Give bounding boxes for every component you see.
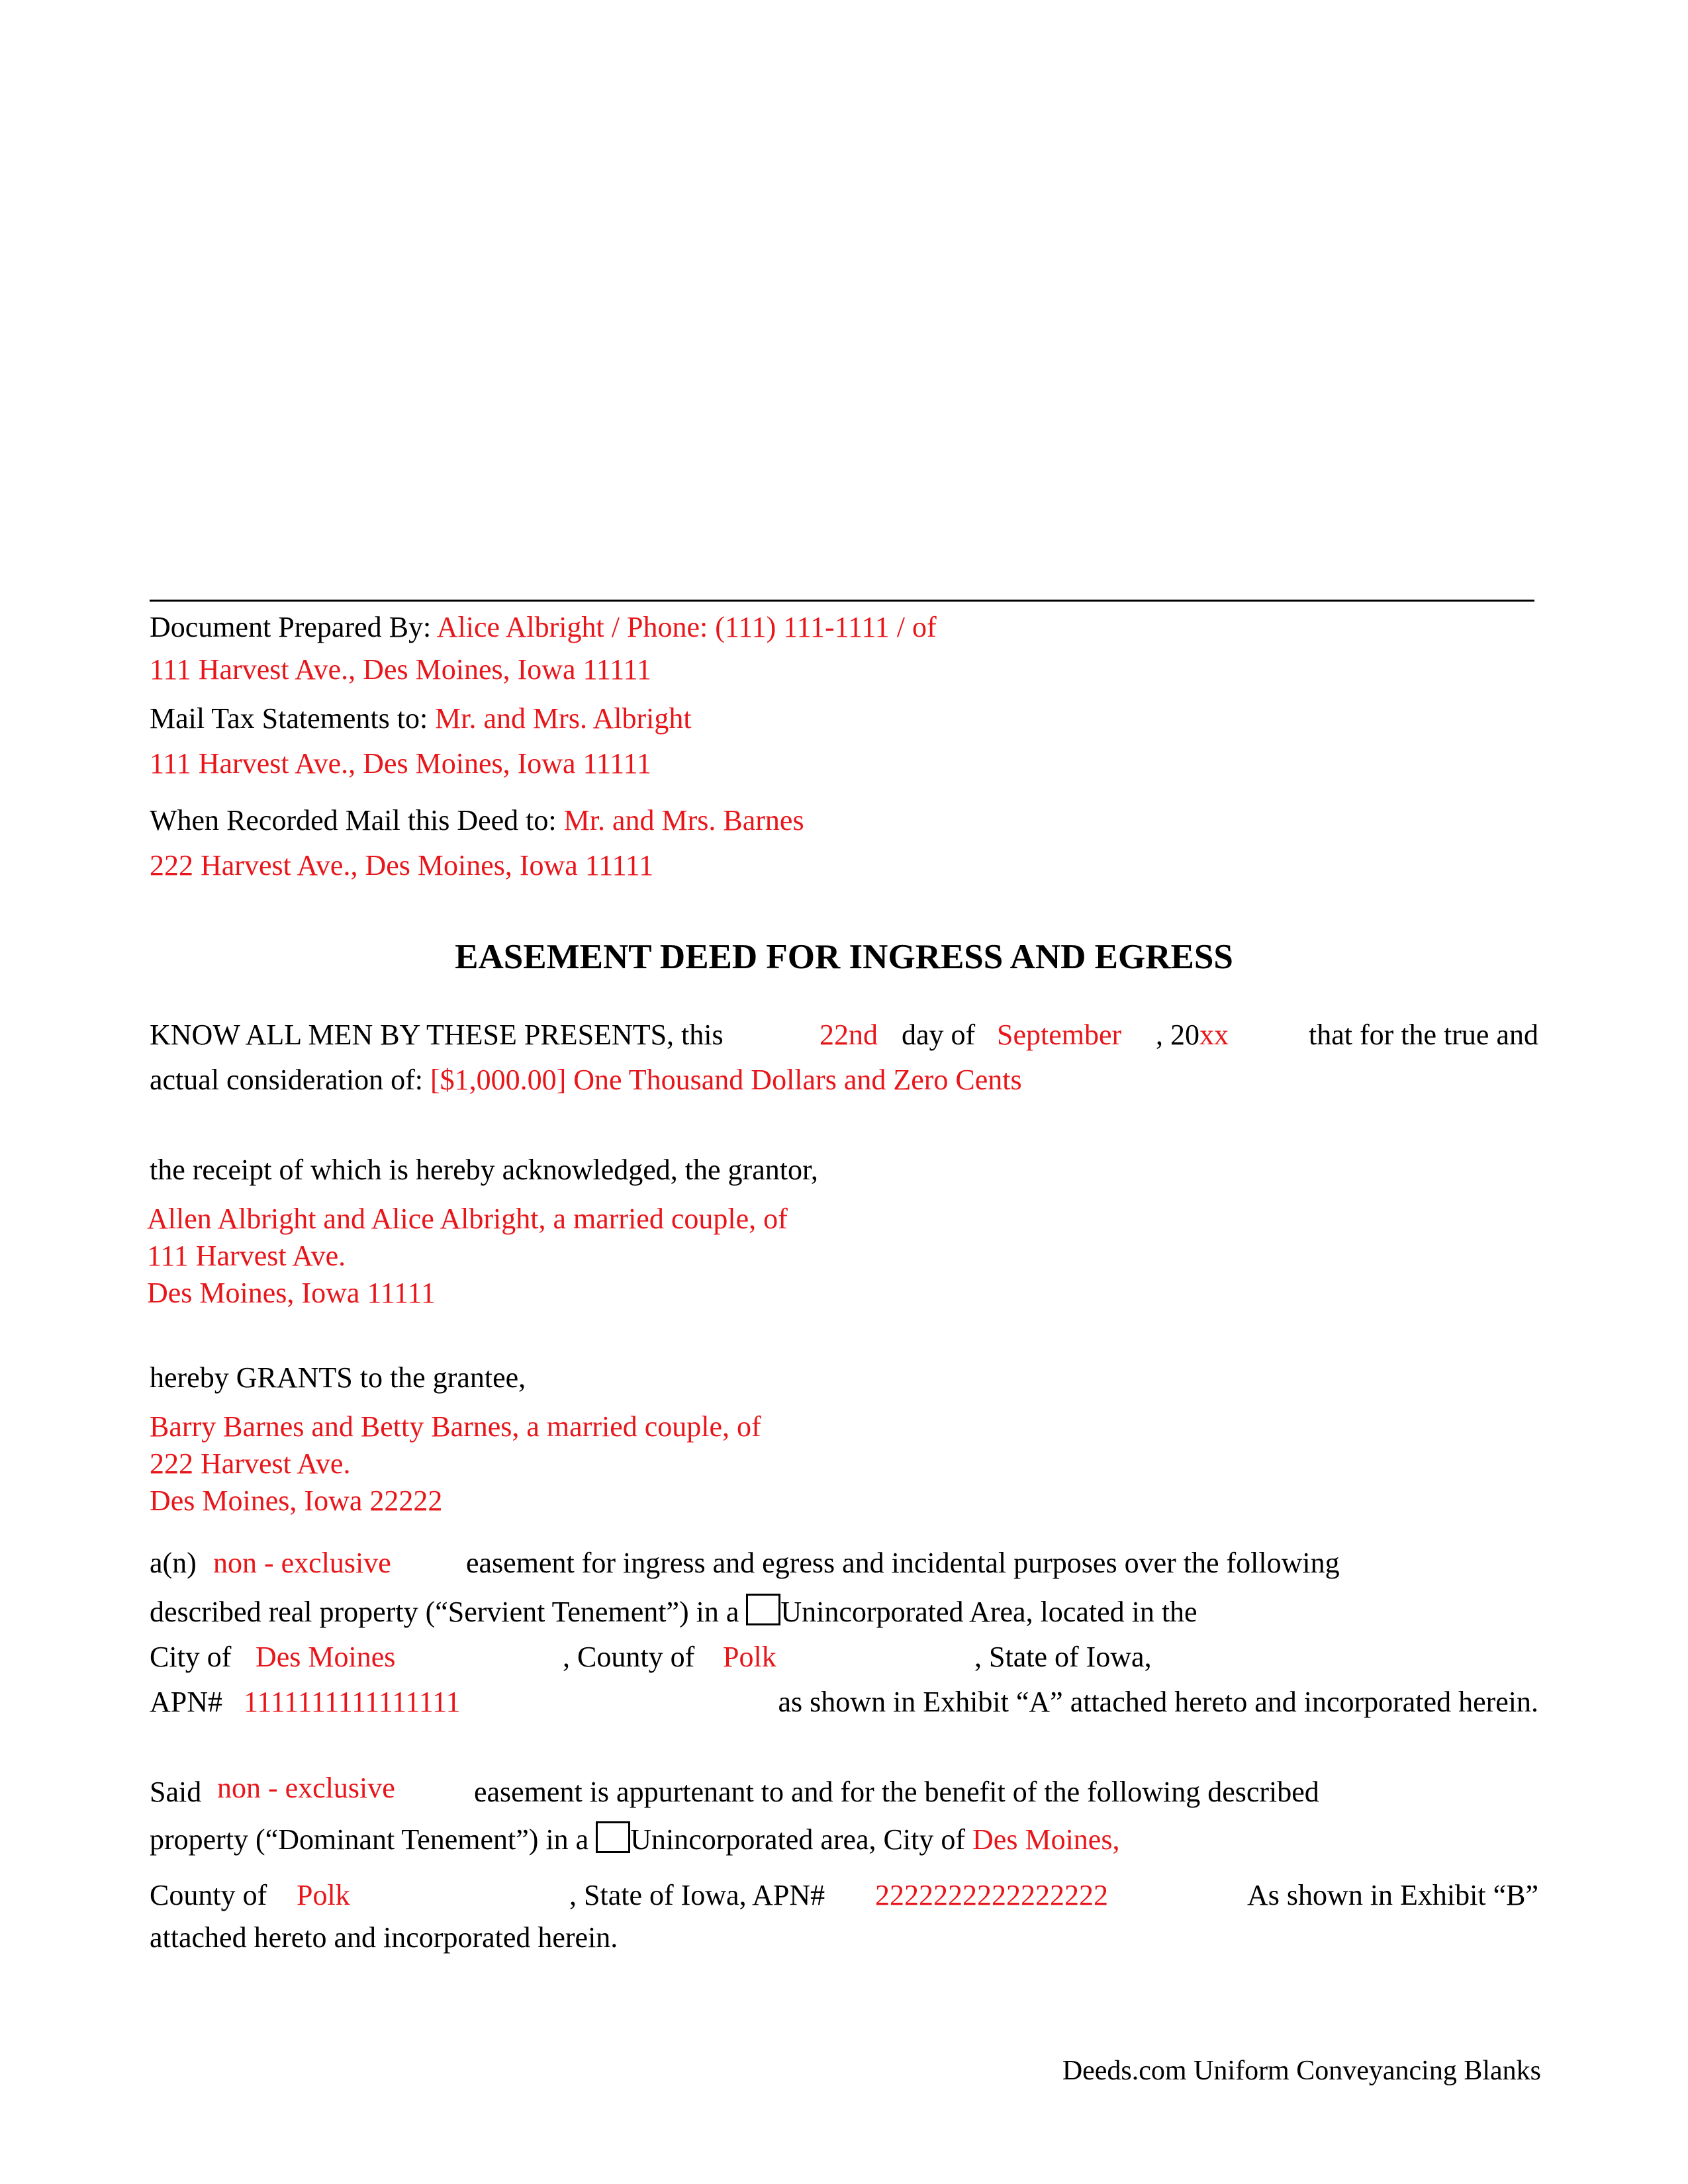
dominant-county-label: County of (150, 1879, 267, 1911)
servient-t2: described real property (“Servient Tenement”) in a (150, 1596, 739, 1628)
servient-county: Polk (723, 1641, 776, 1673)
servient-apn-label: APN# (150, 1686, 223, 1718)
grantor-line1: Allen Albright and Alice Albright, a married couple, of (147, 1203, 788, 1235)
intro-line2 (150, 1066, 1022, 1095)
grantee-intro: hereby GRANTS to the grantee, (150, 1361, 526, 1394)
dominant-line2 (150, 1821, 1119, 1854)
prepared-by-address: 111 Harvest Ave., Des Moines, Iowa 11111 (150, 653, 652, 686)
recorded-label: When Recorded Mail this Deed to: (150, 804, 557, 837)
servient-an: a(n) (150, 1547, 197, 1579)
dominant-apn: 2222222222222222 (875, 1879, 1108, 1911)
dominant-type: non - exclusive (217, 1772, 395, 1804)
servient-city-label: City of (150, 1641, 232, 1673)
intro-t4: that for the true and (1309, 1019, 1538, 1051)
dominant-t1: easement is appurtenant to and for the benefit of the following described (474, 1776, 1319, 1808)
prepared-by-value: Alice Albright / Phone: (111) 111-1111 / of (436, 611, 937, 643)
grantor-intro: the receipt of which is hereby acknowledged, the grantor, (150, 1154, 818, 1186)
servient-line2 (150, 1594, 1197, 1627)
intro-t1: KNOW ALL MEN BY THESE PRESENTS, this (150, 1019, 724, 1051)
dominant-state-apn: , State of Iowa, APN# (569, 1879, 825, 1911)
servient-type: non - exclusive (213, 1547, 391, 1579)
grantor-line2: 111 Harvest Ave. (147, 1240, 346, 1272)
recorded-line (150, 806, 804, 835)
dominant-t4: attached hereto and incorporated herein. (150, 1921, 618, 1954)
servient-t3: Unincorporated Area, located in the (780, 1596, 1197, 1628)
mail-tax-label: Mail Tax Statements to: (150, 702, 428, 735)
dominant-t3: Unincorporated area, City of (630, 1823, 966, 1856)
servient-exhibit: as shown in Exhibit “A” attached hereto and incorporated herein. (778, 1686, 1538, 1718)
mail-tax-line (150, 704, 692, 733)
dominant-city: Des Moines, (972, 1823, 1120, 1856)
prepared-by-line (150, 613, 937, 642)
intro-month: September (997, 1019, 1122, 1051)
recorded-name: Mr. and Mrs. Barnes (563, 804, 804, 837)
dominant-said: Said (150, 1776, 202, 1808)
recorded-address: 222 Harvest Ave., Des Moines, Iowa 11111 (150, 849, 654, 882)
grantee-line1: Barry Barnes and Betty Barnes, a married couple, of (150, 1410, 761, 1443)
grantee-line3: Des Moines, Iowa 22222 (150, 1484, 443, 1517)
intro-year-suffix: xx (1199, 1019, 1229, 1051)
intro-day: 22nd (820, 1019, 878, 1051)
document-title: EASEMENT DEED FOR INGRESS AND EGRESS (455, 938, 1233, 976)
footer-text: Deeds.com Uniform Conveyancing Blanks (1062, 2056, 1541, 2086)
servient-state: , State of Iowa, (974, 1641, 1152, 1673)
intro-t3: , 20 (1156, 1019, 1199, 1051)
servient-city: Des Moines (256, 1641, 396, 1673)
dominant-t2: property (“Dominant Tenement”) in a (150, 1823, 589, 1856)
prepared-by-label: Document Prepared By: (150, 611, 432, 643)
mail-tax-name: Mr. and Mrs. Albright (435, 702, 692, 735)
top-rule (150, 600, 1534, 602)
dominant-county: Polk (297, 1879, 350, 1911)
consideration-value: [$1,000.00] One Thousand Dollars and Zero Cents (430, 1064, 1022, 1096)
intro-t5: actual consideration of: (150, 1064, 423, 1096)
mail-tax-address: 111 Harvest Ave., Des Moines, Iowa 11111 (150, 747, 652, 780)
grantor-line3: Des Moines, Iowa 11111 (147, 1277, 436, 1309)
servient-county-label: , County of (563, 1641, 695, 1673)
dominant-exhibit: As shown in Exhibit “B” (1247, 1879, 1538, 1911)
servient-apn: 1111111111111111 (244, 1686, 461, 1718)
grantee-line2: 222 Harvest Ave. (150, 1447, 351, 1480)
intro-t2: day of (902, 1019, 976, 1051)
servient-unincorporated-checkbox[interactable] (746, 1594, 780, 1625)
servient-t1: easement for ingress and egress and incidental purposes over the following (466, 1547, 1340, 1579)
dominant-unincorporated-checkbox[interactable] (596, 1821, 630, 1853)
intro-year (1156, 1021, 1229, 1050)
